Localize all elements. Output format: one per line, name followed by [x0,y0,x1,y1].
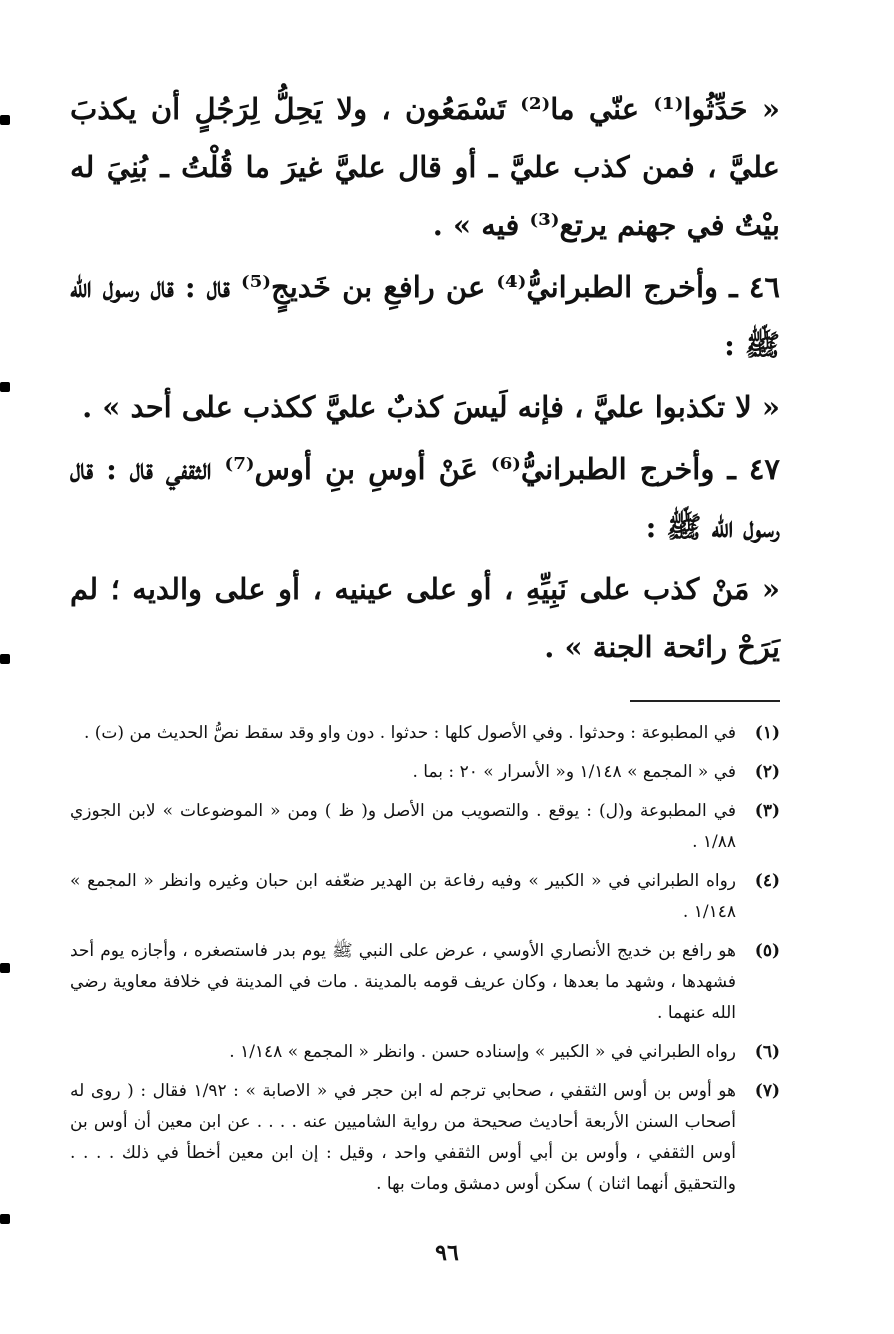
footnote-number: (٥) [754,941,780,961]
footnote-text: رواه الطبراني في « الكبير » وإسناده حسن . وانظر « المجمع » ١/١٤٨ . [229,1042,736,1062]
main-text [70,80,780,676]
hadith-quote-1: « حَدِّثُوا⁽¹⁾ عنّي ما⁽²⁾ تَسْمَعُون ، ولا يَحِلُّ لِرَجُلٍ أن يكذبَ عليَّ ، فمن كذب عليَّ ـ أو قال عليَّ غيرَ ما قُلْتُ ـ بُنِيَ له بيْتٌ في جهنم يرتع⁽³⁾ فيه » . [70,92,780,242]
scan-edge-mark [0,115,10,125]
footnote-number: (٣) [754,801,780,821]
hadith-47-intro: ٤٧ ـ وأخرج الطبرانيُّ⁽⁶⁾ عَنْ أوسِ بنِ أوس⁽⁷⁾ الثقفي قال : قال رسول الله ﷺ : [70,452,780,544]
footnote [70,796,780,858]
scan-edge-mark [0,1214,10,1224]
footnote-number: (٢) [754,762,780,782]
footnote-number: (٦) [754,1042,780,1062]
footnote-text: هو رافع بن خديج الأنصاري الأوسي ، عرض على النبي ﷺ يوم بدر فاستصغره ، وأجازه يوم أحد فشهدها ، وشهد ما بعدها ، وكان عريف قومه بالمدينة . مات في المدينة في خلافة معاوية رضي الله عنهما . [70,941,736,1023]
footnotes [70,718,780,1200]
footnote [70,757,780,788]
footnote [70,866,780,928]
hadith-quote-2: « لا تكذبوا عليَّ ، فإنه لَيسَ كذبٌ عليَّ ككذب على أحد » . [82,390,780,424]
footnote-text: في « المجمع » ١/١٤٨ و« الأسرار » ٢٠ : بما . [412,762,736,782]
footnote-number: (١) [754,723,780,743]
scan-edge-mark [0,654,10,664]
footnote-text: هو أوس بن أوس الثقفي ، صحابي ترجم له ابن حجر في « الاصابة » : ١/٩٢ فقال : ( روى له أصحاب السنن الأربعة أحاديث صحيحة من رواية الشاميين عنه . . . . عن ابن معين أن أوس بن أوس الثقفي ، وأوس بن أبي أوس الثقفي واحد ، وقيل : إن ابن معين أخطأ في ذلك . . . . والتحقيق أنهما اثنان ) سكن أوس دمشق ومات بها . [70,1081,736,1194]
scan-edge-mark [0,382,10,392]
scan-edge-mark [0,963,10,973]
footnote [70,1037,780,1068]
footnote [70,1076,780,1200]
footnote-text: رواه الطبراني في « الكبير » وفيه رفاعة بن الهدير ضعّفه ابن حبان وغيره وانظر « المجمع » ١/١٤٨ . [70,871,736,922]
hadith-quote-3: « مَنْ كذب على نَبِيِّهِ ، أو على عينيه ، أو على والديه ؛ لم يَرَحْ رائحة الجنة » . [70,572,780,664]
footnote-separator [630,700,780,702]
footnote-text: في المطبوعة و(ل) : يوقع . والتصويب من الأصل و( ظ ) ومن « الموضوعات » لابن الجوزي ١/٨٨ . [70,801,736,852]
footnote-number: (٤) [754,871,780,891]
hadith-46-intro: ٤٦ ـ وأخرج الطبرانيُّ⁽⁴⁾ عن رافعِ بن خَديجٍ⁽⁵⁾ قال : قال رسول الله ﷺ : [70,270,780,362]
footnote [70,718,780,749]
book-page [70,80,780,1208]
footnote [70,936,780,1029]
footnote-text: في المطبوعة : وحدثوا . وفي الأصول كلها : حدثوا . دون واو وقد سقط نصُّ الحديث من (ت) . [83,723,736,743]
page-number: ٩٦ [435,1240,459,1266]
footnote-number: (٧) [754,1081,780,1101]
